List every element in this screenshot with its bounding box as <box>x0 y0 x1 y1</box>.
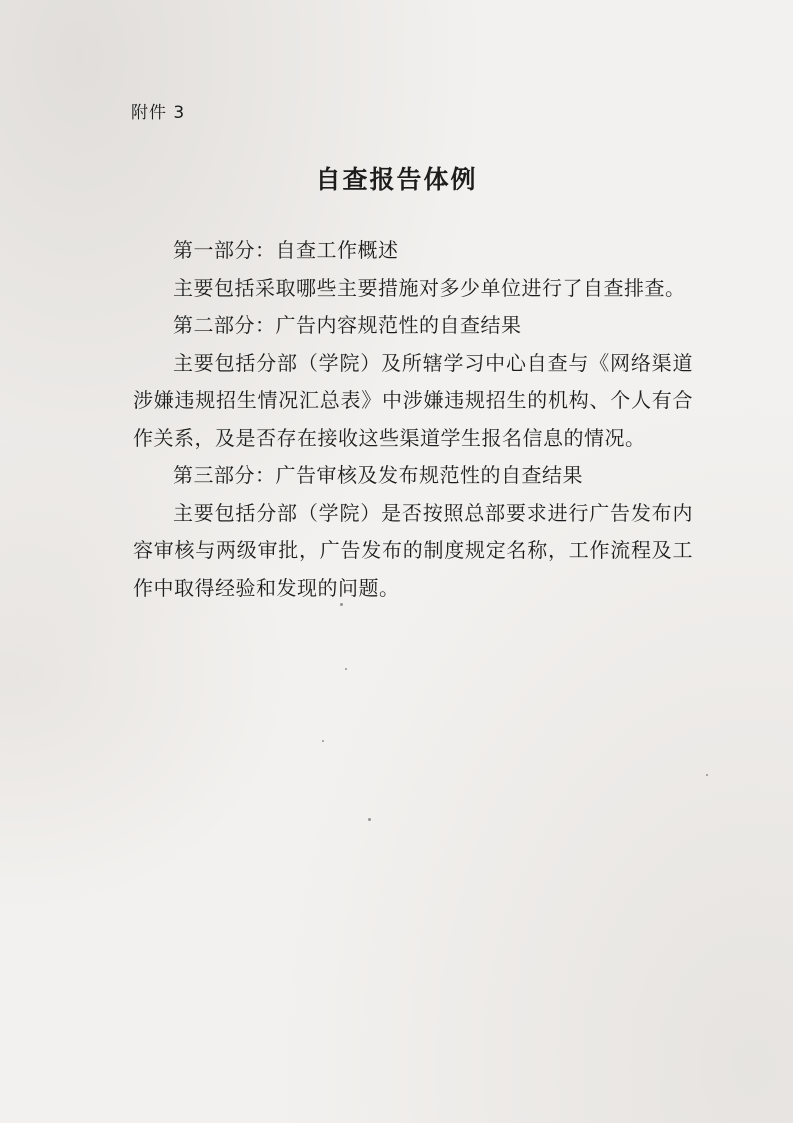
scan-speck <box>322 740 324 742</box>
document-body <box>133 232 693 607</box>
scan-speck <box>706 774 708 776</box>
document-title: 自查报告体例 <box>315 165 478 194</box>
scan-speck <box>345 668 347 670</box>
section-3-heading: 第三部分：广告审核及发布规范性的自查结果 <box>173 463 583 487</box>
scan-speck <box>340 603 343 606</box>
section-2-heading: 第二部分：广告内容规范性的自查结果 <box>173 313 522 337</box>
section-1-heading: 第一部分：自查工作概述 <box>173 238 399 262</box>
section-2-content: 主要包括分部（学院）及所辖学习中心自查与《网络渠道涉嫌违规招生情况汇总表》中涉嫌违规招生的机构、个人有合作关系，及是否存在接收这些渠道学生报名信息的情况。 <box>133 350 693 450</box>
section-1-content: 主要包括采取哪些主要措施对多少单位进行了自查排查。 <box>173 275 686 300</box>
scan-speck <box>368 818 371 821</box>
section-3-content: 主要包括分部（学院）是否按照总部要求进行广告发布内容审核与两级审批，广告发布的制度规定名称，工作流程及工作中取得经验和发现的问题。 <box>133 500 693 600</box>
attachment-label: 附件 3 <box>131 103 186 123</box>
